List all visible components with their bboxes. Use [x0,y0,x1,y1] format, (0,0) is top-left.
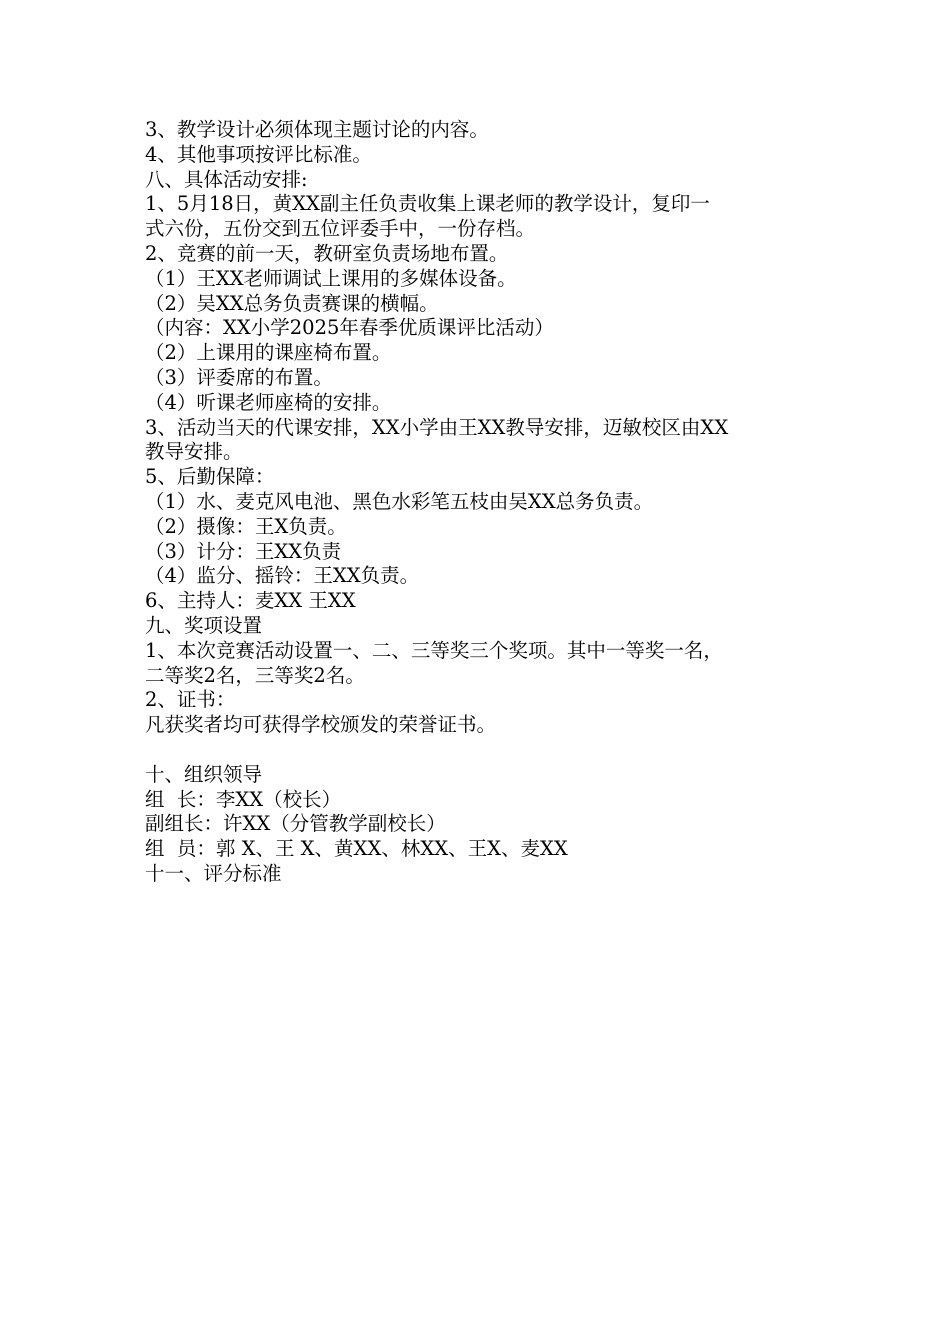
text-line: （4）听课老师座椅的安排。 [145,390,392,414]
text-line: 式六份，五份交到五位评委手中，一份存档。 [145,217,536,241]
text-line: 5、后勤保障： [145,465,275,489]
text-line: 2、证书： [145,688,236,712]
text-line: （1）水、麦克风电池、黑色水彩笔五枝由吴XX总务负责。 [145,489,654,513]
text-line: 教导安排。 [145,440,243,464]
text-line: （2）上课用的课座椅布置。 [145,341,392,365]
text-line: 3、教学设计必须体现主题讨论的内容。 [145,118,489,141]
text-line: （2）摄像：王X负责。 [145,514,347,538]
section-heading: 十、组织领导 [145,762,263,786]
section-heading: 八、具体活动安排: [145,167,308,191]
text-line: （1）王XX老师调试上课用的多媒体设备。 [145,266,517,290]
text-line: 二等奖2名，三等奖2名。 [145,663,365,687]
section-heading: 九、奖项设置 [145,613,263,637]
text-line: （3）评委席的布置。 [145,365,333,389]
text-line: 2、竞赛的前一天，教研室负责场地布置。 [145,241,509,265]
text-line: 凡获奖者均可获得学校颁发的荣誉证书。 [145,713,497,737]
text-line: （3）计分：王XX负责 [145,539,342,563]
text-line: 副组长：许XX（分管教学副校长） [145,812,446,836]
text-line: 组 员：郭 X、王 X、黄XX、林XX、王X、麦XX [145,837,568,861]
text-line: 6、主持人：麦XX 王XX [145,589,356,613]
document-body [145,118,815,887]
text-line: 组 长：李XX（校长） [145,787,342,811]
text-line: 4、其他事项按评比标准。 [145,142,372,166]
text-line: 1、5月18日，黄XX副主任负责收集上课老师的教学设计，复印一 [145,192,710,216]
text-line: （内容：XX小学2025年春季优质课评比活动） [145,316,554,340]
blank-line [145,738,815,763]
text-line: 3、活动当天的代课安排，XX小学由王XX教导安排，迈敏校区由XX [145,415,729,439]
text-line: （2）吴XX总务负责赛课的横幅。 [145,291,439,315]
text-line: （4）监分、摇铃：王XX负责。 [145,564,420,588]
section-heading: 十一、评分标准 [145,861,282,885]
text-line: 1、本次竞赛活动设置一、二、三等奖三个奖项。其中一等奖一名， [145,638,723,662]
